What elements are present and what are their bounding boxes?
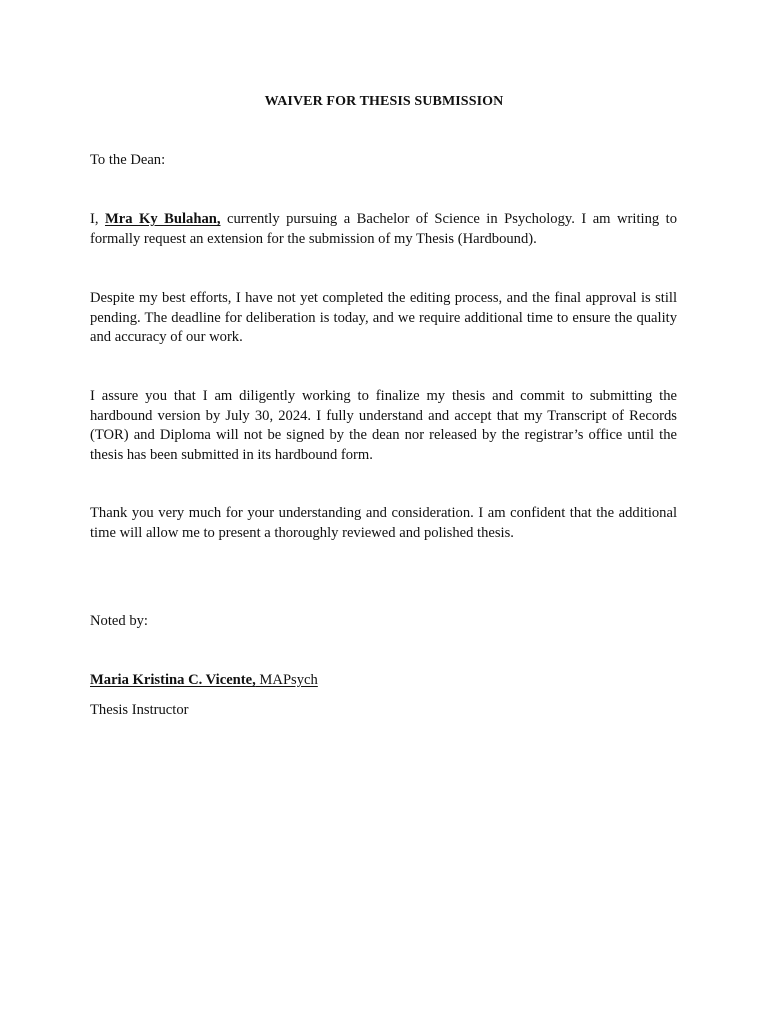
signatory-role: Thesis Instructor xyxy=(90,702,189,718)
signatory-credential: MAPsych xyxy=(255,672,318,688)
paragraph-status: Despite my best efforts, I have not yet completed the editing process, and the final approval is still pending. The deadline for deliberation is today, and we require additional time to ensure the quality and accuracy of our work. xyxy=(90,290,677,345)
paragraph-commitment: I assure you that I am diligently working to finalize my thesis and commit to submitting the hardbound version by July 30, 2024. I fully understand and accept that my Transcript of Records (TOR) and Diploma will not be signed by the dean nor released by the registrar’s office until the thesis has been submitted in its hardbound form. xyxy=(90,388,677,463)
signatory-line xyxy=(90,671,677,691)
salutation: To the Dean: xyxy=(90,152,166,168)
paragraph-request-prefix: I, xyxy=(90,211,105,227)
document-title: WAIVER FOR THESIS SUBMISSION xyxy=(264,94,504,109)
paragraph-request-text: currently pursuing a Bachelor of Science in Psychology. I am writing to formally request an extension for the submission of my Thesis (Hardbound). xyxy=(90,211,677,247)
signatory-underlined xyxy=(90,672,318,688)
noted-by-label: Noted by: xyxy=(90,613,148,629)
paragraph-thanks: Thank you very much for your understanding and consideration. I am confident that the additional time will allow me to present a thoroughly reviewed and polished thesis. xyxy=(90,505,677,541)
paragraph-request xyxy=(90,210,677,249)
signatory-name: Maria Kristina C. Vicente, xyxy=(90,672,256,688)
student-name: Mra Ky Bulahan, xyxy=(104,211,221,227)
